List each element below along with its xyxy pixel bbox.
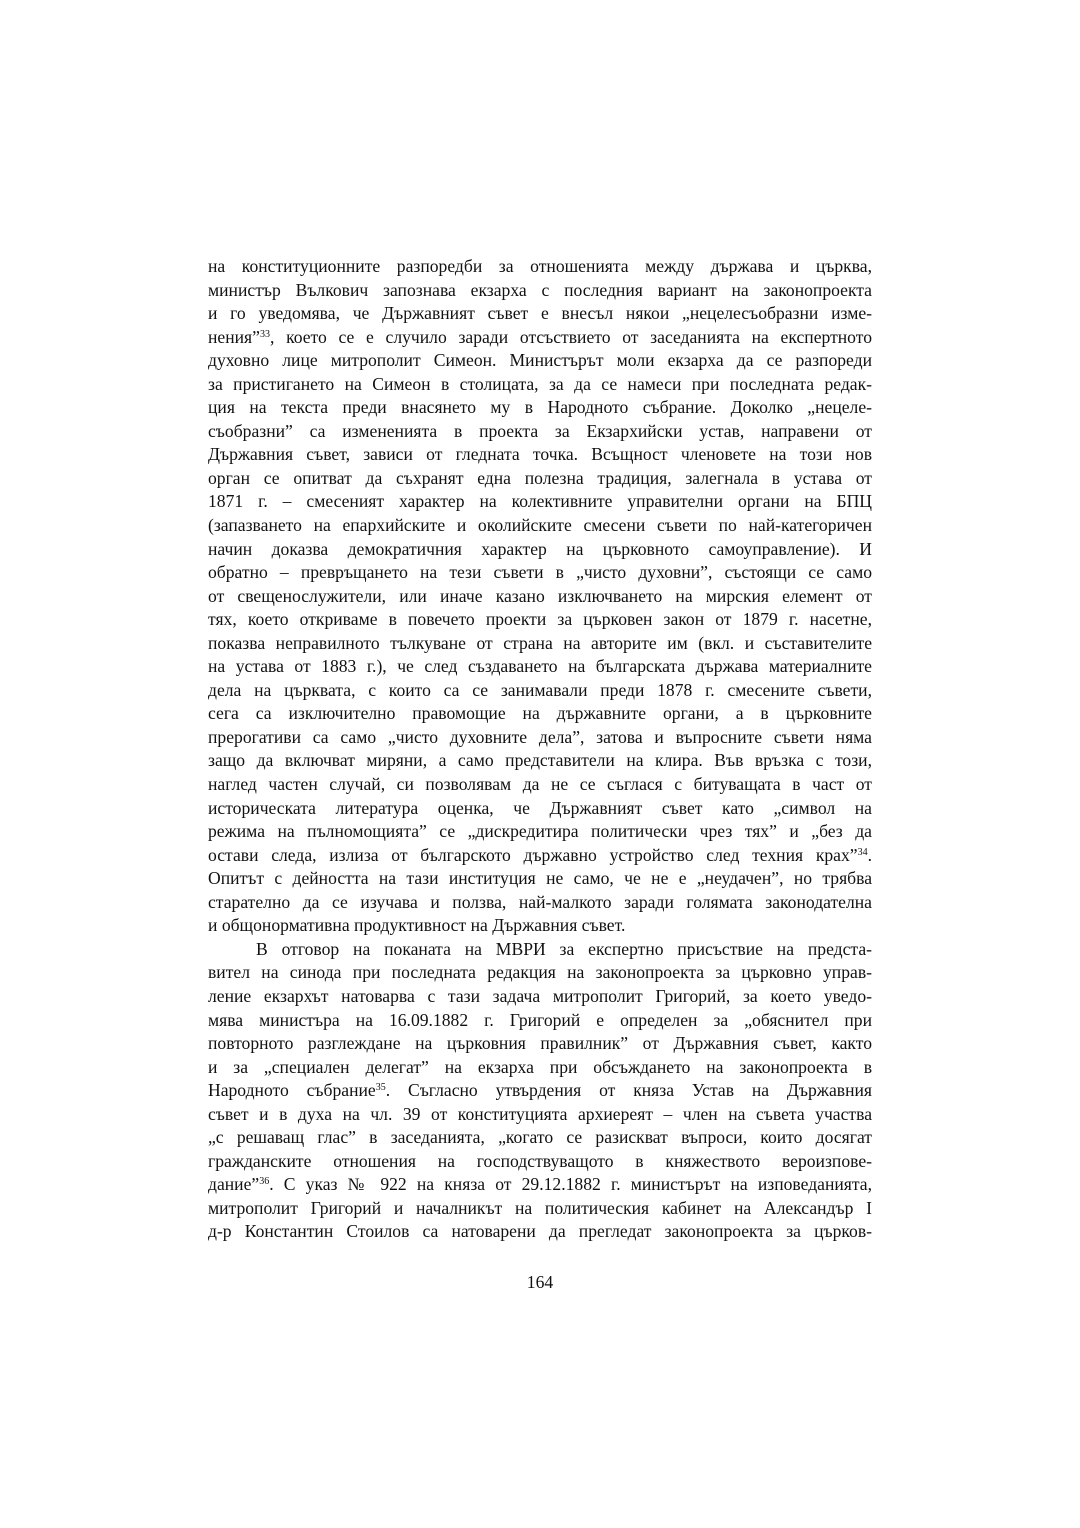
text-segment: 1871 г. – смесеният характер на колективните управителни органи на БПЦ bbox=[208, 491, 872, 512]
text-segment: . Съгласно утвърдения от княза Устав на Държавния bbox=[385, 1080, 872, 1101]
text-line bbox=[208, 608, 872, 632]
text-segment: В отговор на поканата на МВРИ за експертно присъствие на предста- bbox=[256, 938, 872, 959]
text-line bbox=[208, 373, 872, 397]
text-segment: наглед частен случай, си позволявам да не се съглася с битуващата в част от bbox=[208, 774, 872, 795]
text-segment: вител на синода при последната редакция на законопроекта за църковно управ- bbox=[208, 962, 872, 983]
text-segment: начин доказва демократичния характер на църковното самоуправление). И bbox=[208, 538, 872, 559]
text-line bbox=[208, 349, 872, 373]
text-segment: . С указ № 922 на княза от 29.12.1882 г. министърът на изповеданията, bbox=[269, 1174, 872, 1195]
text-line bbox=[208, 396, 872, 420]
text-segment: дела на църквата, с които са се занимавали преди 1878 г. смесените съвети, bbox=[208, 679, 872, 700]
text-line bbox=[208, 514, 872, 538]
text-line bbox=[208, 538, 872, 562]
text-segment: Държавния съвет, зависи от гледната точка. Всъщност членовете на този нов bbox=[208, 444, 872, 465]
text-line bbox=[208, 891, 872, 915]
text-line bbox=[208, 1103, 872, 1127]
text-line bbox=[208, 632, 872, 656]
footnote-reference: 33 bbox=[259, 328, 270, 340]
text-segment: тях, което откриваме в повечето проекти за църковен закон от 1879 г. насетне, bbox=[208, 609, 872, 630]
text-segment: митрополит Григорий и началникът на политическия кабинет на Александър I bbox=[208, 1197, 872, 1218]
text-segment: нения” bbox=[208, 326, 260, 347]
text-segment: режима на пълномощията” се „дискредитира политически чрез тях” и „без да bbox=[208, 821, 872, 842]
text-segment: д-р Константин Стоилов са натоварени да прегледат законопроекта за църков- bbox=[208, 1221, 872, 1242]
text-line bbox=[208, 255, 872, 279]
page-number: 164 bbox=[526, 1272, 554, 1292]
text-segment: духовно лице митрополит Симеон. Министърът моли екзарха да се разпореди bbox=[208, 350, 872, 371]
text-line bbox=[208, 1032, 872, 1056]
text-segment: мява министъра на 16.09.1882 г. Григорий е определен за „обяснител при bbox=[208, 1009, 872, 1030]
text-segment: (запазването на епархийските и околийските смесени съвети по най-категоричен bbox=[208, 515, 872, 536]
text-segment: показва неправилното тълкуване от страна на авторите им (вкл. и съставителите bbox=[208, 632, 872, 653]
text-line bbox=[208, 1126, 872, 1150]
text-line bbox=[208, 279, 872, 303]
text-line bbox=[208, 1009, 872, 1033]
text-segment: и за „специален делегат” на екзарха при обсъждането на законопроекта в bbox=[208, 1056, 872, 1077]
text-line bbox=[208, 1197, 872, 1221]
text-segment: , което се е случило заради отсъствието от заседанията на експертното bbox=[269, 326, 872, 347]
text-segment: Народното събрание bbox=[208, 1080, 376, 1101]
text-line bbox=[208, 961, 872, 985]
text-line bbox=[208, 914, 872, 938]
text-line bbox=[208, 1173, 872, 1197]
text-line bbox=[208, 844, 872, 868]
text-line bbox=[208, 490, 872, 514]
text-line bbox=[208, 1056, 872, 1080]
text-line bbox=[208, 749, 872, 773]
text-segment: защо да включват миряни, а само представители на клира. Във връзка с този, bbox=[208, 750, 872, 771]
text-line bbox=[208, 726, 872, 750]
text-segment: и го уведомява, че Държавният съвет е внесъл някои „нецелесъобразни изме- bbox=[208, 303, 872, 324]
footnote-reference: 34 bbox=[857, 846, 868, 858]
text-line bbox=[208, 326, 872, 350]
text-line bbox=[208, 797, 872, 821]
text-segment: и общонормативна продуктивност на Държавния съвет. bbox=[208, 915, 626, 936]
text-segment: обратно – превръщането на тези съвети в „чисто духовни”, състоящи се само bbox=[208, 562, 872, 583]
text-line bbox=[208, 938, 872, 962]
text-segment: „с решаващ глас” в заседанията, „когато се разискват въпроси, които досягат bbox=[208, 1127, 872, 1148]
text-line bbox=[208, 867, 872, 891]
text-line bbox=[208, 1079, 872, 1103]
footnote-reference: 35 bbox=[375, 1082, 386, 1094]
text-line bbox=[208, 985, 872, 1009]
text-segment: остави следа, излиза от българското държавно устройство след техния крах” bbox=[208, 844, 858, 865]
text-segment: историческата литература оценка, че Държавният съвет като „символ на bbox=[208, 797, 872, 818]
text-segment: повторното разглеждане на църковния правилник” от Държавния съвет, както bbox=[208, 1033, 872, 1054]
text-segment: Опитът с дейността на тази институция не само, че не е „неудачен”, но трябва bbox=[208, 868, 872, 889]
text-line bbox=[208, 820, 872, 844]
text-segment: дание” bbox=[208, 1174, 260, 1195]
body-text bbox=[208, 255, 872, 1244]
text-line bbox=[208, 302, 872, 326]
text-line bbox=[208, 467, 872, 491]
footnote-reference: 36 bbox=[259, 1176, 270, 1188]
text-segment: гражданските отношения на господствуващото в княжеството вероизпове- bbox=[208, 1150, 872, 1171]
text-segment: от свещенослужители, или иначе казано изключването на мирския елемент от bbox=[208, 585, 872, 606]
text-line bbox=[208, 679, 872, 703]
text-segment: съвет и в духа на чл. 39 от конституцията архиереят – член на съвета участва bbox=[208, 1103, 872, 1124]
text-segment: прерогативи са само „чисто духовните дела”, затова и въпросните съвети няма bbox=[208, 726, 872, 747]
text-segment: ление екзархът натоварва с тази задача митрополит Григорий, за което уведо- bbox=[208, 985, 872, 1006]
text-segment: министър Вълкович запознава екзарха с последния вариант на законопроекта bbox=[208, 279, 872, 300]
text-line bbox=[208, 420, 872, 444]
text-line bbox=[208, 443, 872, 467]
text-line bbox=[208, 1220, 872, 1244]
text-line bbox=[208, 773, 872, 797]
text-line bbox=[208, 702, 872, 726]
text-segment: на конституционните разпоредби за отношенията между държава и църква, bbox=[208, 256, 872, 276]
text-line bbox=[208, 1150, 872, 1174]
text-segment: орган се опитват да съхранят една полезна традиция, залегнала в устава от bbox=[208, 467, 872, 488]
text-line bbox=[208, 585, 872, 609]
text-segment: на устава от 1883 г.), че след създаването на българската държава материалните bbox=[208, 656, 872, 677]
text-segment: . bbox=[867, 844, 872, 865]
text-segment: старателно да се изучава и ползва, най-малкото заради голямата законодателна bbox=[208, 891, 872, 912]
text-line bbox=[208, 561, 872, 585]
text-segment: за пристигането на Симеон в столицата, за да се намеси при последната редак- bbox=[208, 373, 872, 394]
text-segment: ция на текста преди внасянето му в Народното събрание. Доколко „нецеле- bbox=[208, 397, 872, 418]
text-line bbox=[208, 655, 872, 679]
text-segment: съобразни” са измененията в проекта за Екзархийски устав, направени от bbox=[208, 420, 872, 441]
text-segment: сега са изключително правомощие на държавните органи, а в църковните bbox=[208, 703, 872, 724]
